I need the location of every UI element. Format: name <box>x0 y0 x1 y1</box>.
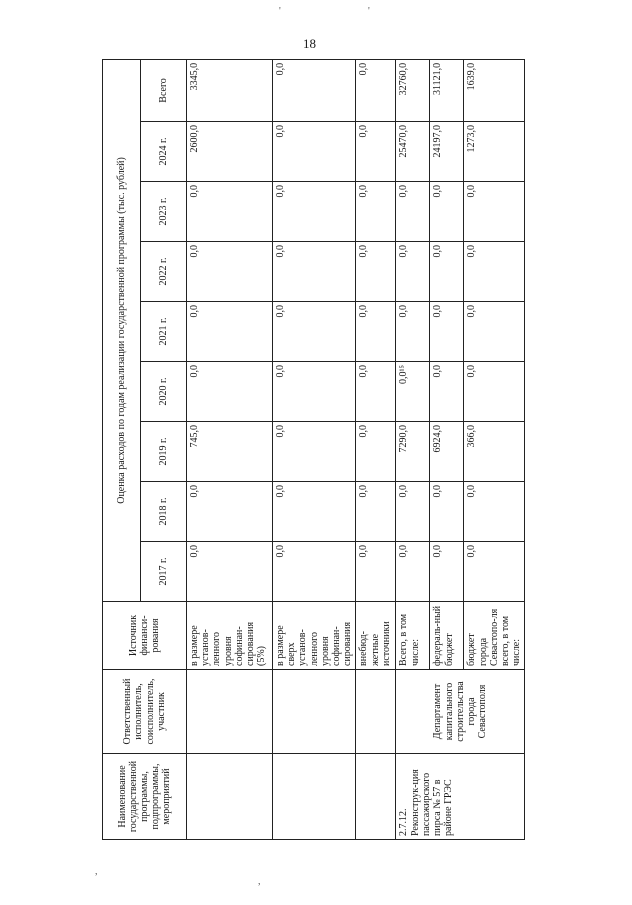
cell-value: 2600,0 <box>187 122 273 182</box>
cell-value: 0,0 <box>273 242 356 302</box>
rotated-table-wrapper <box>102 60 523 840</box>
cell-value: 0,0 <box>430 362 464 422</box>
cell-value: 0,0 <box>464 242 525 302</box>
cell-value: 0,0 <box>396 242 430 302</box>
cell-source: внебюд-жетные источники <box>356 602 396 670</box>
cell-value: 0,0 <box>430 242 464 302</box>
cell-responsible <box>187 670 273 754</box>
cell-value: 32760,0 <box>396 59 430 121</box>
cell-value: 0,0 <box>464 482 525 542</box>
cell-value: 0,0 <box>187 302 273 362</box>
cell-source: в размере установ-ленного уровня софинан-сирования (5%) <box>187 602 273 670</box>
cell-value: 25470,0 <box>396 122 430 182</box>
cell-value: 0,0 <box>396 482 430 542</box>
table-row <box>187 59 273 839</box>
table-row <box>273 59 356 839</box>
budget-table <box>102 59 525 840</box>
header-year: 2018 г. <box>141 482 187 542</box>
header-source: Источник финанси-рования <box>103 602 187 670</box>
cell-value: 0,0 <box>187 182 273 242</box>
cell-value: 0,0 <box>356 362 396 422</box>
cell-name <box>356 754 396 840</box>
cell-value: 0,0 <box>187 362 273 422</box>
header-total: Всего <box>141 59 187 121</box>
cell-value: 0,0 <box>464 362 525 422</box>
cell-value: 0,0 <box>396 302 430 362</box>
header-year: 2024 г. <box>141 122 187 182</box>
header-year: 2017 г. <box>141 542 187 602</box>
header-year: 2023 г. <box>141 182 187 242</box>
cell-value: 0,0 <box>356 302 396 362</box>
cell-value: 0,0 <box>464 542 525 602</box>
cell-value: 0,0 <box>273 482 356 542</box>
cell-value: 24197,0 <box>430 122 464 182</box>
cell-value: 0,0 <box>187 242 273 302</box>
cell-source: Всего, в том числе: <box>396 602 430 670</box>
cell-responsible: Департамент капитального строительства города Севастополя <box>396 670 525 754</box>
cell-value: 0,0 <box>396 542 430 602</box>
cell-source: федераль-ный бюджет <box>430 602 464 670</box>
cell-value: 1639,0 <box>464 59 525 121</box>
cell-value: 7290,0 <box>396 422 430 482</box>
cell-value: 0,0 <box>356 59 396 121</box>
cell-value: 0,0 <box>356 422 396 482</box>
cell-value: 0,0 <box>273 362 356 422</box>
table-row <box>396 59 430 839</box>
cell-value: 0,0¹⁵ <box>396 362 430 422</box>
scan-mark: , <box>258 876 261 887</box>
cell-value: 0,0 <box>187 482 273 542</box>
cell-value: 0,0 <box>356 542 396 602</box>
header-year: 2020 г. <box>141 362 187 422</box>
cell-source: бюджет города Севастопо-ля всего, в том числе: <box>464 602 525 670</box>
cell-value: 1273,0 <box>464 122 525 182</box>
scan-mark: ' <box>279 6 281 17</box>
cell-source: в размере сверх установ-ленного уровня софинан-сирования <box>273 602 356 670</box>
cell-value: 0,0 <box>356 242 396 302</box>
header-name: Наименование государственной программы, подпрограммы, мероприятий <box>103 754 187 840</box>
cell-value: 0,0 <box>273 122 356 182</box>
cell-value: 745,0 <box>187 422 273 482</box>
header-year: 2021 г. <box>141 302 187 362</box>
cell-name <box>273 754 356 840</box>
cell-name <box>187 754 273 840</box>
cell-responsible <box>273 670 356 754</box>
cell-responsible <box>356 670 396 754</box>
cell-value: 0,0 <box>430 182 464 242</box>
cell-value: 0,0 <box>273 302 356 362</box>
table-row <box>356 59 396 839</box>
header-year: 2019 г. <box>141 422 187 482</box>
cell-value: 6924,0 <box>430 422 464 482</box>
cell-value: 0,0 <box>430 302 464 362</box>
scan-mark: , <box>95 866 98 877</box>
cell-value: 0,0 <box>187 542 273 602</box>
cell-value: 0,0 <box>356 482 396 542</box>
cell-value: 366,0 <box>464 422 525 482</box>
cell-value: 0,0 <box>430 482 464 542</box>
cell-value: 0,0 <box>396 182 430 242</box>
cell-value: 0,0 <box>273 59 356 121</box>
cell-value: 3345,0 <box>187 59 273 121</box>
cell-value: 0,0 <box>356 182 396 242</box>
cell-value: 0,0 <box>356 122 396 182</box>
cell-value: 0,0 <box>273 542 356 602</box>
header-estimate: Оценка расходов по годам реализации государственной программы (тыс. рублей) <box>103 59 141 601</box>
page-number: 18 <box>303 36 316 51</box>
cell-value: 0,0 <box>464 182 525 242</box>
header-row-top <box>103 59 141 839</box>
cell-value: 0,0 <box>273 182 356 242</box>
cell-value: 0,0 <box>430 542 464 602</box>
cell-value: 31121,0 <box>430 59 464 121</box>
cell-value: 0,0 <box>273 422 356 482</box>
scan-mark: ' <box>368 6 370 17</box>
header-responsible: Ответственный исполнитель, соисполнитель, участник <box>103 670 187 754</box>
cell-value: 0,0 <box>464 302 525 362</box>
cell-name: 2.7.12. Реконструк-ция пассажирского пирса № 57 в районе ГРЭС <box>396 754 525 840</box>
header-year: 2022 г. <box>141 242 187 302</box>
